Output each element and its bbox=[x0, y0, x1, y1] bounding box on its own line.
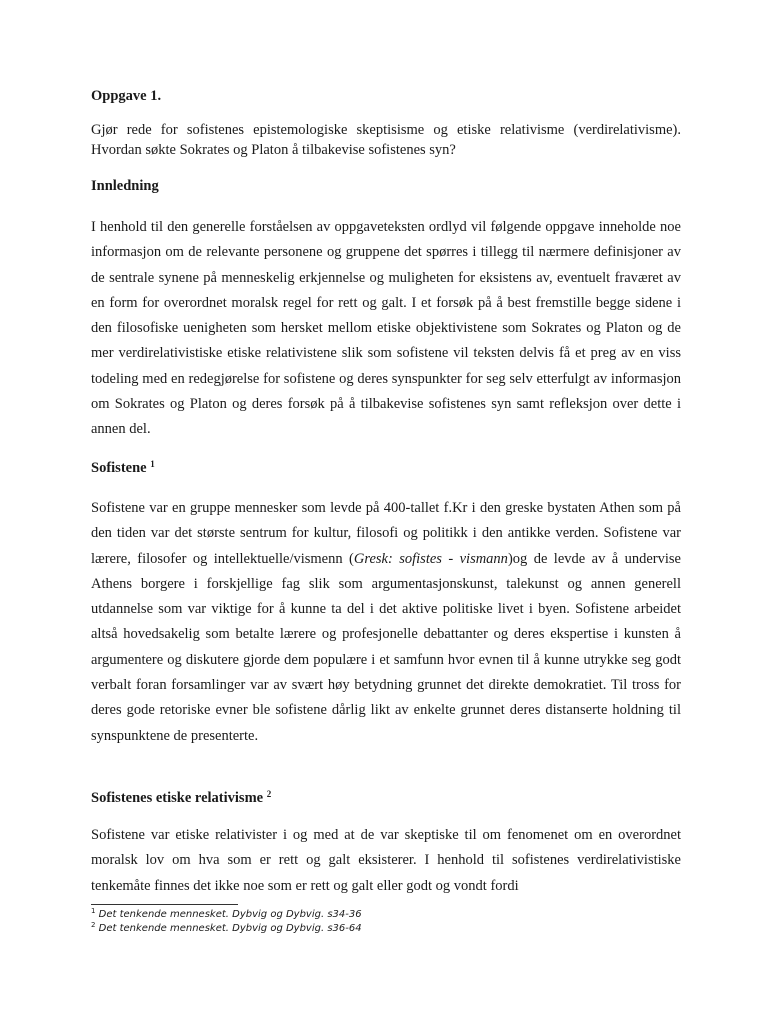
footnote-text: Det tenkende mennesket. Dybvig og Dybvig. s34-36 bbox=[98, 909, 362, 920]
footnote-number: 2 bbox=[91, 921, 96, 929]
intro-heading: Innledning bbox=[91, 178, 159, 194]
sofistene-heading-text: Sofistene bbox=[91, 460, 147, 476]
sofistene-text-1: Sofistene var en gruppe mennesker som levde på 400-tallet f.Kr i den greske bystaten Athen som på den tiden var det største sentrum for kultur, filosofi og politikk i den antikke verden. Sofistene var lærere, filosofer og intellektuelle/vismenn ( bbox=[91, 500, 681, 567]
footnote-text: Det tenkende mennesket. Dybvig og Dybvig. s36-64 bbox=[98, 923, 362, 934]
footnote-1 bbox=[91, 908, 491, 921]
task-question: Gjør rede for sofistenes epistemologiske skeptisisme og etiske relativisme (verdirelativisme). Hvordan søkte Sokrates og Platon å tilbakevise sofistenes syn? bbox=[91, 122, 681, 158]
footnote-divider bbox=[91, 904, 238, 905]
greek-term: Gresk: sofistes - vismann bbox=[353, 550, 508, 567]
sofistene-paragraph bbox=[91, 496, 681, 749]
footnote-ref-1: 1 bbox=[150, 459, 155, 469]
relativisme-heading bbox=[91, 790, 681, 807]
footnote-number: 1 bbox=[91, 907, 96, 915]
sofistene-heading bbox=[91, 460, 681, 477]
sofistene-text-2: )og de levde av å undervise Athens borgere i forskjellige fag slik som argumentasjonskunst, talekunst og annen generell utdannelse som var viktige for å kunne ta del i det aktive politiske livet i byen. Sofistene arbeidet altså hovedsakelig som betalte lærere og profesjonelle debattanter og deres ekspertise i kunsten å argumentere og diskutere gjorde dem populære i et samfunn hvor evnen til å kunne utrykke seg godt verbalt foran forsamlinger var av svært høy betydning grunnet det direkte demokratiet. Til tross for deres gode retoriske evner ble sofistene dårlig likt av enkelte grunnet deres distanserte holdning til synspunktene de presenterte. bbox=[91, 550, 681, 744]
relativisme-paragraph: Sofistene var etiske relativister i og med at de var skeptiske til om fenomenet om en overordnet moralsk lov om hva som er rett og galt eksisterer. I henhold til sofistenes verdirelativistiske tenkemåte finnes det ikke noe som er rett og galt eller godt og vondt fordi bbox=[91, 827, 681, 894]
footnote-2 bbox=[91, 922, 491, 935]
task-title: Oppgave 1. bbox=[91, 88, 162, 104]
intro-paragraph: I henhold til den generelle forståelsen av oppgaveteksten ordlyd vil følgende oppgave inneholde noe informasjon om de relevante personene og gruppene det spørres i tillegg til nærmere definisjoner av de sentrale synene på menneskelig erkjennelse og muligheten for eksistens av, eventuelt fraværet av en form for overordnet moralsk regel for rett og galt. I et forsøk på å best fremstille begge sidene i den filosofiske uenigheten som hersket mellom etiske objektivistene som Sokrates og Platon og de mer verdirelativistiske etiske relativistene slik som sofistene vil teksten delvis få et preg av en viss todeling med en redegjørelse for sofistene og deres synspunkter for seg selv etterfulgt av informasjon om Sokrates og Platon og deres forsøk på å tilbakevise sofistenes syn samt refleksjon over dette i annen del. bbox=[91, 219, 681, 438]
footnote-ref-2: 2 bbox=[266, 789, 272, 799]
relativisme-heading-text: Sofistenes etiske relativisme bbox=[91, 790, 264, 806]
